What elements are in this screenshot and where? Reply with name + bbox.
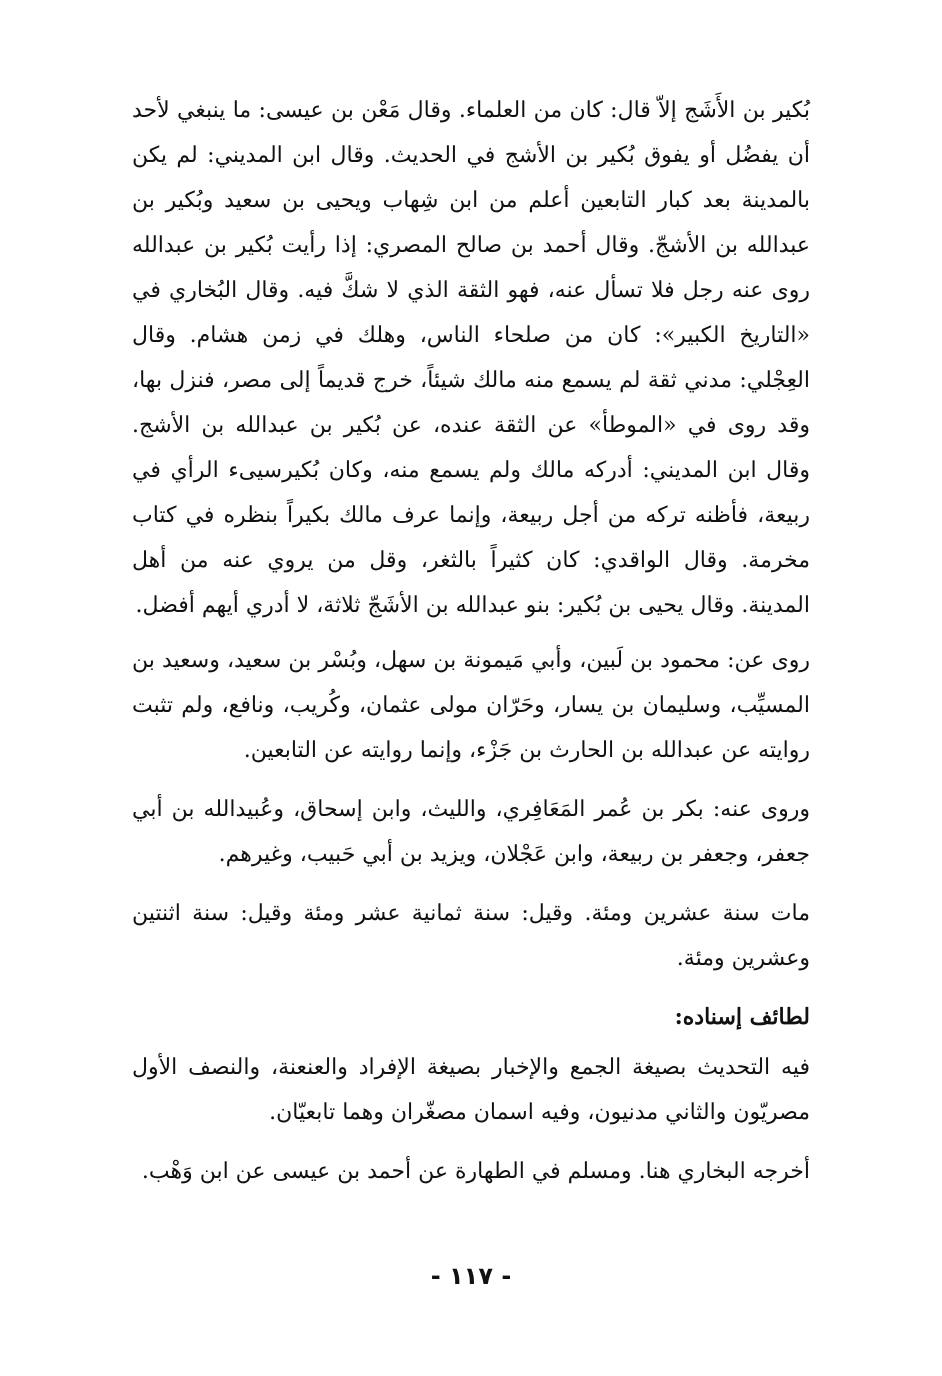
page-number: - ١١٧ -	[430, 1262, 512, 1290]
narrated-from-paragraph: روى عن: محمود بن لَبين، وأبي مَيمونة بن سهل، وبُسْر بن سعيد، وسعيد بن المسيِّب، وسليمان بن يسار، وحَرّان مولى عثمان، وكُريب، ونافع، ولم تثبت روايته عن عبدالله بن الحارث بن جَزْء، وإنما روايته عن التابعين.	[132, 648, 810, 763]
narrator-biography-paragraph: بُكير بن الأَشَج إلاّ قال: كان من العلماء. وقال مَعْن بن عيسى: ما ينبغي لأحد أن يفضُل أو يفوق بُكير بن الأشج في الحديث. وقال ابن المديني: لم يكن بالمدينة بعد كبار التابعين أعلم من ابن شِهاب ويحيى بن سعيد وبُكير بن عبدالله بن الأشجّ. وقال أحمد بن صالح المصري: إذا رأيت بُكير بن عبدالله روى عنه رجل فلا تسأل عنه، فهو الثقة الذي لا شكَّ فيه. وقال البُخاري في «التاريخ الكبير»: كان من صلحاء الناس، وهلك في زمن هشام. وقال العِجْلي: مدني ثقة لم يسمع منه مالك شيئاً، خرج قديماً إلى مصر، فنزل بها، وقد روى في «الموطأ» عن الثقة عنده، عن بُكير بن عبدالله بن الأشج. وقال ابن المديني: أدركه مالك ولم يسمع منه، وكان بُكيرسيىء الرأي في ربيعة، فأظنه تركه من أجل ربيعة، وإنما عرف مالك بكيراً بنظره في كتاب مخرمة. وقال الواقدي: كان كثيراً بالثغر، وقل من يروي عنه من أهل المدينة. وقال يحيى بن بُكير: بنو عبدالله بن الأشَجّ ثلاثة، لا أدري أيهم أفضل.	[132, 98, 810, 618]
narrated-by-paragraph: وروى عنه: بكر بن عُمر المَعَافِري، والليث، وابن إسحاق، وعُبيدالله بن أبي جعفر، وجعفر بن ربيعة، وابن عَجْلان، ويزيد بن أبي حَبيب، وغيرهم.	[132, 797, 810, 867]
section-heading: لطائف إسناده:	[674, 1004, 810, 1030]
death-date-paragraph: مات سنة عشرين ومئة. وقيل: سنة ثمانية عشر ومئة وقيل: سنة اثنتين وعشرين ومئة.	[132, 901, 810, 971]
takhrij-paragraph: أخرجه البخاري هنا. ومسلم في الطهارة عن أحمد بن عيسى عن ابن وَهْب.	[141, 1159, 810, 1184]
isnad-notes-paragraph: فيه التحديث بصيغة الجمع والإخبار بصيغة الإفراد والعنعنة، والنصف الأول مصريّون والثاني مدنيون، وفيه اسمان مصغّران وهما تابعيّان.	[132, 1055, 810, 1125]
